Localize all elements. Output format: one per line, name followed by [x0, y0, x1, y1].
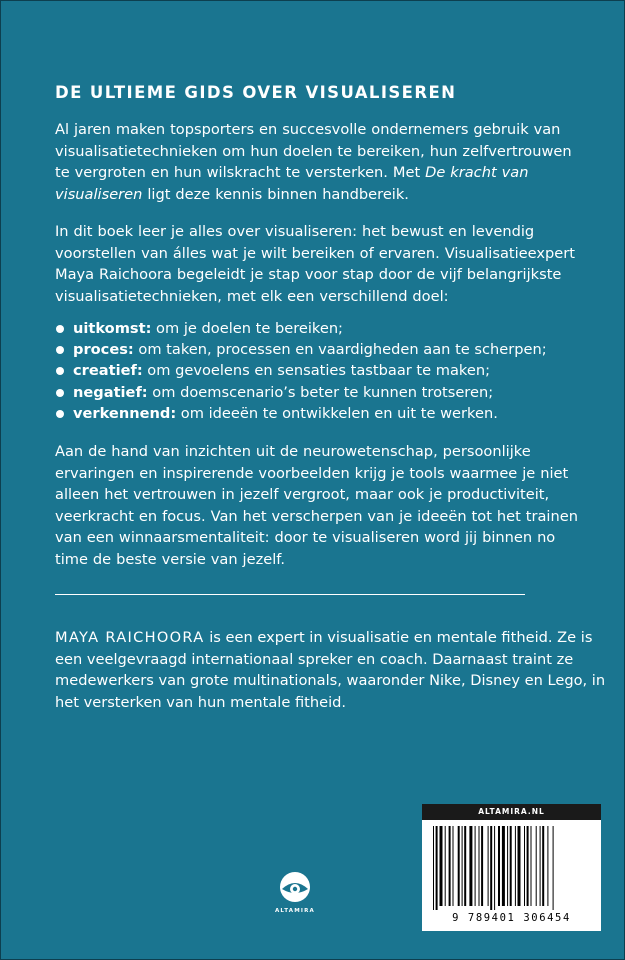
list-item-creatief: [55, 360, 595, 381]
barcode-panel: [422, 804, 601, 931]
barcode-bar: [433, 826, 434, 910]
barcode-bar: [498, 826, 500, 906]
barcode-bar: [536, 826, 537, 906]
list-item-negatief: [55, 382, 595, 403]
barcode-bar: [507, 826, 508, 906]
barcode-bar: [453, 826, 454, 906]
barcode-bar: [531, 826, 532, 906]
barcode-bar: [479, 826, 480, 906]
technique-description: om je doelen te bereiken;: [151, 320, 343, 337]
benefits-paragraph: Aan de hand van inzichten uit de neurowetenschap, persoonlijke ervaringen en inspirerende voorbeelden krijg je tools waarmee je niet alleen het vertrouwen in jezelf vergroot, maar ook je productiviteit, veerkracht en focus. Van het verscherpen van je ideeën tot het trainen van een winnaarsmentaliteit: door te visualiseren word jij binnen no time de beste versie van jezelf.: [55, 443, 578, 568]
barcode-bar: [481, 826, 483, 906]
barcode-bar: [445, 826, 446, 906]
technique-description: om gevoelens en sensaties tastbaar te maken;: [142, 362, 490, 380]
barcode-bar: [488, 826, 489, 906]
barcode-bar: [494, 826, 495, 910]
bullet-icon: [56, 389, 64, 397]
barcode-bar: [510, 826, 512, 906]
back-cover-heading: DE ULTIEME GIDS OVER VISUALISEREN: [55, 83, 457, 102]
barcode-bar: [515, 826, 516, 906]
bullet-icon: [56, 367, 64, 375]
intro-paragraph: [55, 119, 585, 205]
technique-term: negatief:: [73, 383, 148, 401]
bullet-icon: [56, 346, 64, 354]
technique-description: om taken, processen en vaardigheden aan te scherpen;: [133, 341, 547, 359]
barcode-bar: [469, 826, 472, 906]
techniques-intro-paragraph: In dit boek leer je alles over visualiseren: het bewust en levendig voorstellen van álles wat je wilt bereiken of ervaren. Visualisatieexpert Maya Raichoora begeleidt je stap voor stap door de vijf belangrijkste visualisatietechnieken, met elk een verschillend doel:: [55, 223, 575, 305]
technique-description: om doemscenario’s beter te kunnen trotseren;: [147, 383, 494, 401]
isbn-number: 9 789401 306454: [452, 912, 571, 924]
bullet-icon: [56, 410, 64, 418]
author-bio-text: is een expert in visualisatie en mentale fitheid. Ze is een veelgevraagd internationaal spreker en coach. Daarnaast traint ze medewerkers van grote multinationals, waaronder Nike, Disney en Lego, in het versterken van hun mentale fitheid.: [55, 629, 606, 711]
barcode-bar: [553, 826, 554, 910]
technique-term: uitkomst:: [73, 320, 152, 337]
section-divider: [55, 594, 525, 595]
book-title: De kracht van visualiseren: [55, 164, 529, 203]
list-item-verkennend: [55, 403, 595, 424]
barcode-bar: [542, 826, 544, 906]
technique-term: proces:: [73, 341, 134, 359]
author-bio: [55, 627, 615, 713]
barcode-bar: [475, 826, 476, 906]
barcode-bar: [440, 826, 443, 906]
barcode-bar: [547, 826, 548, 906]
barcode-bar: [490, 826, 492, 910]
author-name: MAYA RAICHOORA: [55, 629, 205, 646]
intro-text-end: ligt deze kennis binnen handbereik.: [142, 185, 409, 203]
barcode-bar: [540, 826, 541, 906]
list-item-proces: [55, 339, 595, 360]
barcode-bar: [458, 826, 460, 906]
isbn-barcode: [431, 826, 592, 910]
list-item-uitkomst: [55, 318, 595, 339]
publisher-name: ALTAMIRA: [274, 908, 316, 914]
technique-description: om ideeën te ontwikkelen en uit te werken.: [176, 404, 498, 422]
technique-term: creatief:: [73, 362, 143, 380]
barcode-bar: [449, 826, 451, 906]
barcode-bar: [518, 826, 521, 906]
barcode-bar: [462, 826, 463, 906]
techniques-list: [55, 318, 595, 424]
intro-text-start: Al jaren maken topsporters en succesvolle ondernemers gebruik van visualisatietechnieken om hun doelen te bereiken, hun zelfvertrouwen te vergroten en hun wilskracht te versterken. Met: [55, 121, 572, 182]
technique-term: verkennend:: [73, 404, 177, 422]
barcode-bar: [436, 826, 438, 910]
barcode-bar: [502, 826, 505, 906]
barcode-bar: [464, 826, 466, 906]
publisher-url: ALTAMIRA.NL: [422, 804, 601, 820]
barcode-bar: [524, 826, 525, 906]
barcode-bar: [527, 826, 529, 906]
bullet-icon: [56, 325, 64, 333]
